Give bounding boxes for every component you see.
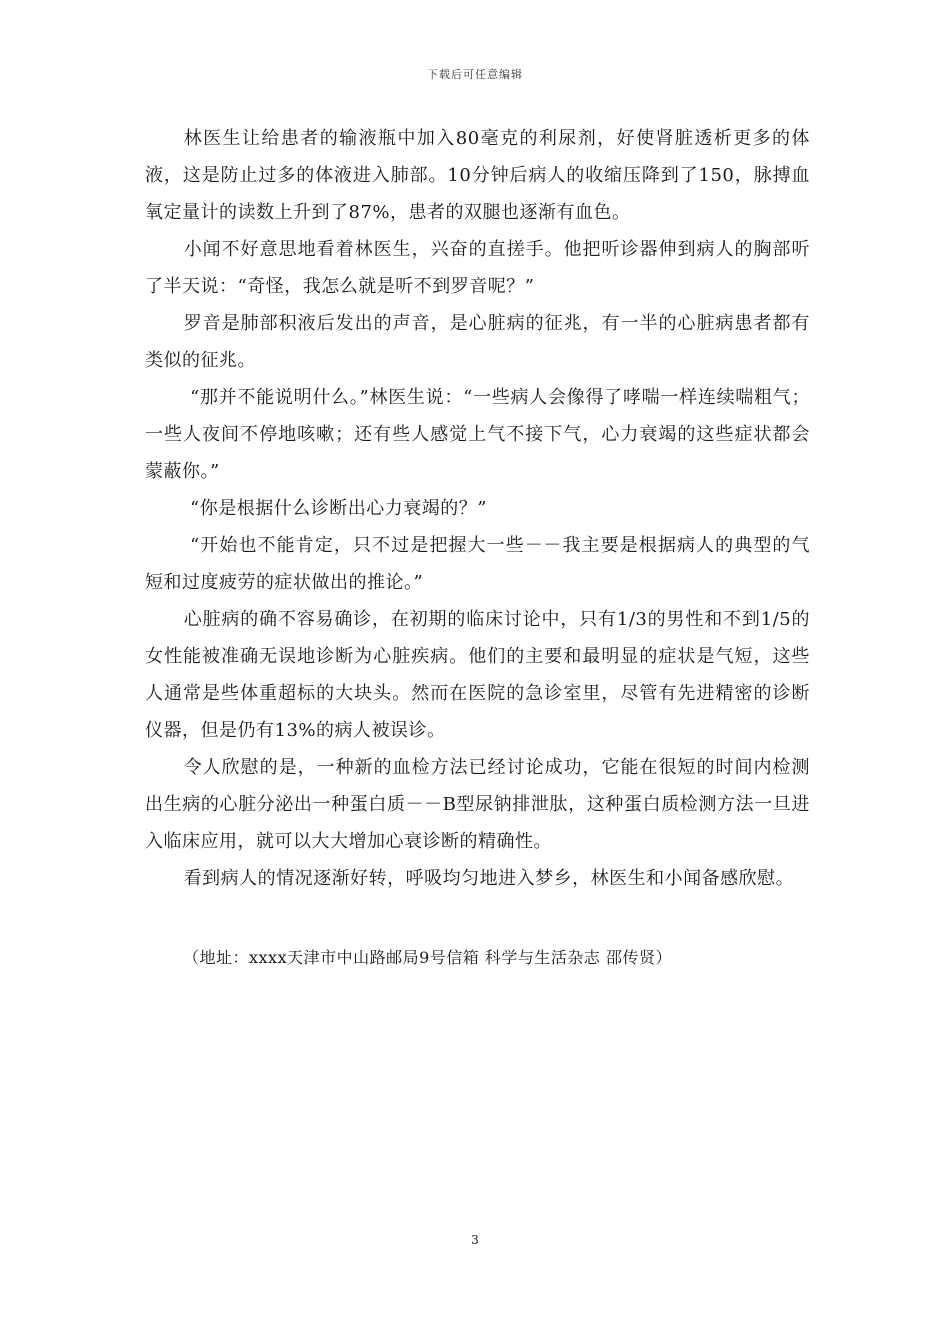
page-header: 下载后可任意编辑 — [427, 68, 523, 81]
paragraph-9: 看到病人的情况逐渐好转，呼吸均匀地进入梦乡，林医生和小闻备感欣慰。 — [183, 868, 795, 889]
paragraph-4: “那并不能说明什么。”林医生说：“一些病人会像得了哮喘一样连续喘粗气；一些人夜间不停地咳嗽；还有些人感觉上气不接下气，心力衰竭的这些症状都会蒙蔽你。” — [145, 387, 810, 482]
address-line: （地址：xxxx天津市中山路邮局9号信箱 科学与生活杂志 邵传贤） — [183, 948, 672, 967]
paragraph-5: “你是根据什么诊断出心力衰竭的？” — [190, 498, 487, 519]
paragraph-3: 罗音是肺部积液后发出的声音，是心脏病的征兆，有一半的心脏病患者都有类似的征兆。 — [145, 313, 810, 371]
paragraph-8: 令人欣慰的是，一种新的血检方法已经讨论成功，它能在很短的时间内检测出生病的心脏分泌出一种蛋白质－－B型尿钠排泄肽，这种蛋白质检测方法一旦进入临床应用，就可以大大增加心衰诊断的精确性。 — [145, 757, 810, 852]
paragraph-2: 小闻不好意思地看着林医生，兴奋的直搓手。他把听诊器伸到病人的胸部听了半天说：“奇怪，我怎么就是听不到罗音呢？” — [145, 239, 810, 297]
paragraph-1: 林医生让给患者的输液瓶中加入80毫克的利尿剂，好使肾脏透析更多的体液，这是防止过多的体液进入肺部。10分钟后病人的收缩压降到了150，脉搏血氧定量计的读数上升到了87%，患者的双腿也逐渐有血色。 — [145, 128, 810, 223]
paragraph-7: 心脏病的确不容易确诊，在初期的临床讨论中，只有1/3的男性和不到1/5的女性能被准确无误地诊断为心脏疾病。他们的主要和最明显的症状是气短，这些人通常是些体重超标的大块头。然而在医院的急诊室里，尽管有先进精密的诊断仪器，但是仍有13%的病人被误诊。 — [145, 609, 810, 741]
paragraph-6: “开始也不能肯定，只不过是把握大一些－－我主要是根据病人的典型的气短和过度疲劳的症状做出的推论。” — [145, 535, 810, 593]
document-body — [145, 120, 810, 897]
page-number: 3 — [471, 1233, 479, 1247]
